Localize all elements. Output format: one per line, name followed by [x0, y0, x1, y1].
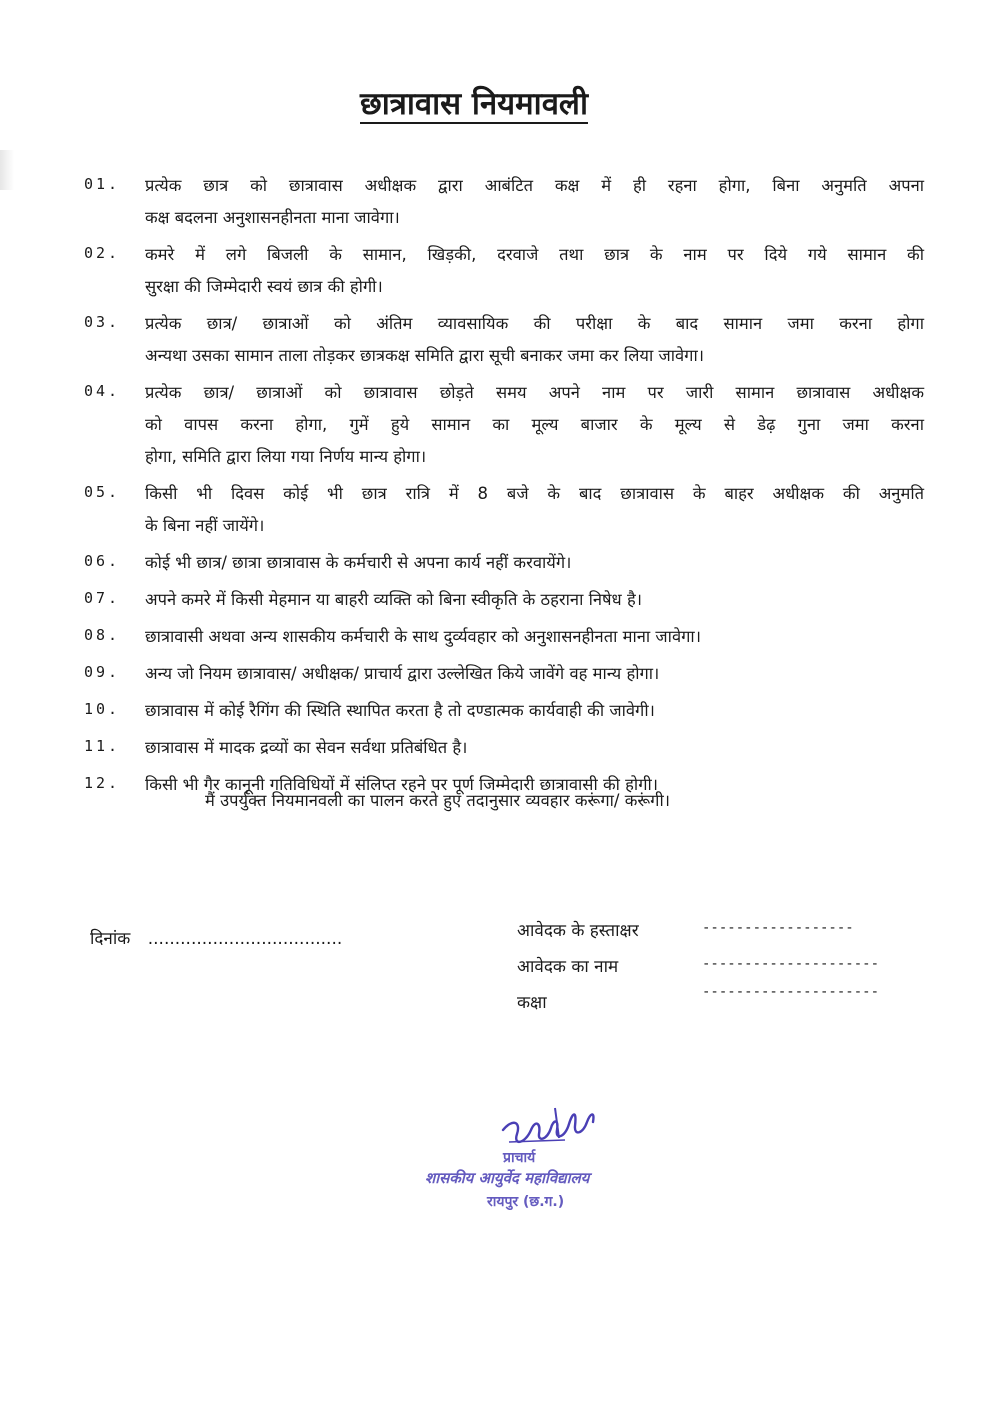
rule-text-line: छात्रावास में कोई रैगिंग की स्थिति स्थापित करता है तो दण्डात्मक कार्यवाही की जावेगी। [145, 701, 655, 720]
rules-list [84, 170, 924, 806]
rule-item [84, 658, 924, 690]
principal-seal [425, 1100, 665, 1220]
seal-institution: शासकीय आयुर्वेद महाविद्यालय [425, 1169, 590, 1187]
name-label: आवेदक का नाम [517, 957, 619, 977]
rule-text-line: प्रत्येक छात्र/ छात्राओं को छात्रावास छोड़ते समय अपने नाम पर जारी सामान छात्रावास अधीक्षक [145, 383, 924, 402]
date-label: दिनांक [90, 929, 131, 949]
rule-item [84, 478, 924, 542]
name-blank: --------------------- [702, 956, 880, 972]
rule-text-line: छात्रावास में मादक द्रव्यों का सेवन सर्वथा प्रतिबंधित है। [145, 738, 468, 757]
rule-number: 11. [84, 737, 121, 755]
class-blank: --------------------- [702, 984, 880, 1000]
rule-item [84, 308, 924, 372]
rule-text-line: होगा, समिति द्वारा लिया गया निर्णय मान्य होगा। [145, 447, 427, 466]
rule-item [84, 584, 924, 616]
rule-number: 10. [84, 700, 121, 718]
rule-text-line: किसी भी गैर कानूनी गतिविधियों में संलिप्त रहने पर पूर्ण जिम्मेदारी छात्रावासी की होगी। [145, 775, 659, 794]
rule-number: 01. [84, 175, 121, 193]
rule-text-line: कक्ष बदलना अनुशासनहीनता माना जावेगा। [145, 208, 400, 227]
applicant-details [517, 918, 937, 1026]
rule-number: 04. [84, 382, 121, 400]
signature-row [517, 918, 937, 954]
date-field [90, 926, 342, 949]
rule-text-line: कमरे में लगे बिजली के सामान, खिड़की, दरवाजे तथा छात्र के नाम पर दिये गये सामान की [145, 245, 924, 264]
rule-item [84, 695, 924, 727]
page-title: छात्रावास नियमावली [360, 86, 588, 122]
rule-text-line: को वापस करना होगा, गुमें हुये सामान का मूल्य बाजार के मूल्य से डेढ़ गुना जमा करना [145, 415, 924, 434]
rule-number: 12. [84, 774, 121, 792]
rule-number: 02. [84, 244, 121, 262]
rule-item [84, 170, 924, 234]
rule-text-line: के बिना नहीं जायेंगे। [145, 516, 265, 535]
rule-item [84, 377, 924, 473]
rule-item [84, 732, 924, 764]
signature-blank: ------------------ [702, 920, 854, 936]
date-blank: .................................... [147, 929, 343, 949]
rule-text-line: अन्यथा उसका सामान ताला तोड़कर छात्रकक्ष समिति द्वारा सूची बनाकर जमा कर लिया जावेगा। [145, 346, 704, 365]
signature-label: आवेदक के हस्ताक्षर [517, 921, 639, 941]
rule-text-line: अन्य जो नियम छात्रावास/ अधीक्षक/ प्राचार्य द्वारा उल्लेखित किये जावेंगे वह मान्य होगा। [145, 664, 660, 683]
rule-item [84, 547, 924, 579]
rule-number: 08. [84, 626, 121, 644]
rule-number: 03. [84, 313, 121, 331]
seal-title: प्राचार्य [503, 1150, 536, 1166]
rule-text-line: सुरक्षा की जिम्मेदारी स्वयं छात्र की होगी। [145, 277, 383, 296]
rule-text-line: प्रत्येक छात्र/ छात्राओं को अंतिम व्यावसायिक की परीक्षा के बाद सामान जमा करना होगा [145, 314, 924, 333]
rule-number: 07. [84, 589, 121, 607]
rule-text-line: छात्रावासी अथवा अन्य शासकीय कर्मचारी के साथ दुर्व्यवहार को अनुशासनहीनता माना जावेगा। [145, 627, 701, 646]
scan-smudge [0, 150, 14, 190]
rule-number: 05. [84, 483, 121, 501]
rule-text-line: प्रत्येक छात्र को छात्रावास अधीक्षक द्वारा आबंटित कक्ष में ही रहना होगा, बिना अनुमति अपना [145, 176, 924, 195]
rule-number: 09. [84, 663, 121, 681]
rule-text-line: किसी भी दिवस कोई भी छात्र रात्रि में 8 बजे के बाद छात्रावास के बाहर अधीक्षक की अनुमति [145, 484, 924, 503]
rule-text-line: कोई भी छात्र/ छात्रा छात्रावास के कर्मचारी से अपना कार्य नहीं करवायेंगे। [145, 553, 572, 572]
class-label: कक्षा [517, 993, 547, 1013]
rule-text-line: अपने कमरे में किसी मेहमान या बाहरी व्यक्ति को बिना स्वीकृति के ठहराना निषेध है। [145, 590, 642, 609]
rule-number: 06. [84, 552, 121, 570]
pledge-statement: मैं उपर्युक्त नियमानवली का पालन करते हुए तदानुसार व्यवहार करूंगा/ करूंगी। [205, 791, 670, 810]
rule-item [84, 621, 924, 653]
class-row [517, 984, 937, 1026]
rule-item [84, 239, 924, 303]
seal-city: रायपुर (छ.ग.) [487, 1194, 565, 1210]
